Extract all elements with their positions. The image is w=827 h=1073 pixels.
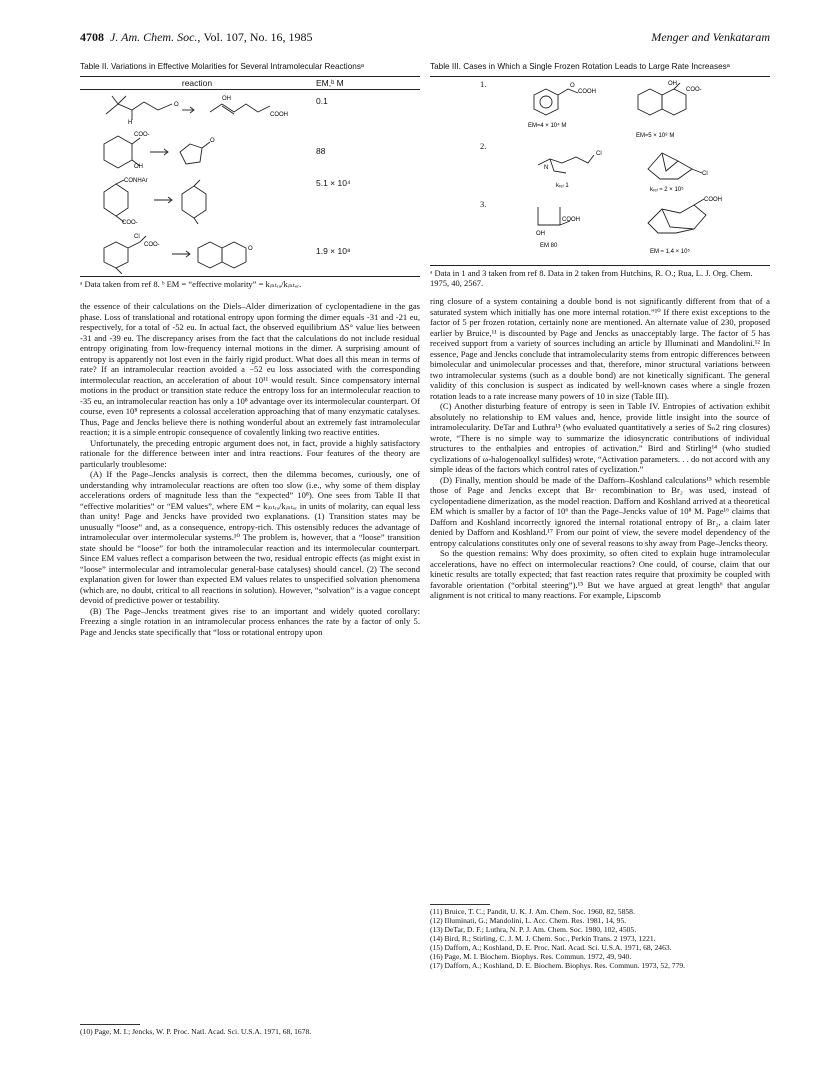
reference-item: (12) Illuminati, G.; Mandolini, L. Acc. Chem. Res. 1981, 14, 95.: [430, 916, 627, 925]
running-header-authors: Menger and Venkataram: [651, 30, 770, 44]
reaction3-structure: [82, 176, 310, 226]
table3-oh-label-3: OH: [536, 231, 545, 237]
table3-n-label: N: [544, 165, 549, 171]
page-number: 4708: [80, 30, 104, 44]
table3-cooh-label-4: COOH: [704, 197, 722, 203]
table3-cooh-label-3: COOH: [562, 217, 580, 223]
table3-oh-label: OH: [668, 81, 677, 87]
table2-em-value: 88: [316, 146, 326, 156]
table3-coo-label: COO-: [686, 87, 702, 93]
table3-em-3b: EM ≈ 1.4 × 10⁵: [650, 249, 690, 255]
right-paragraph: (D) Finally, mention should be made of the Dafforn–Koshland calculations¹⁵ which resemble those of Page and Jencks except that Br· recombination to Br₂ was used, instead of cyclopentadiene dimerization, as the model reaction. Dafforn and Koshland arrived at a theoretical EM which is smaller by a factor of 10⁶ than the Page–Jencks value of 10⁸ M. Page¹⁶ claims that Dafforn and Koshland incorrectly ignored the internal rotational entropy of Br₂, a claim later denied by Dafforn and Koshland.¹⁷ From our point of view, the severe model dependency of the entropy calculations constitutes only one of several reasons to shy away from Page–Jencks theory.: [430, 474, 770, 548]
table2-em-value: 0.1: [316, 96, 328, 106]
table2-col-reaction: reaction: [80, 77, 314, 90]
reference-item: (14) Bird, R.; Stirling, C. J. M. J. Chem. Soc., Perkin Trans. 2 1973, 1221.: [430, 934, 656, 943]
reference-item: (17) Dafforn, A.; Koshland, D. E. Biochem. Biophys. Res. Commun. 1973, 52, 779.: [430, 961, 686, 970]
left-paragraph: (B) The Page–Jencks treatment gives rise to an important and widely quoted corollary: Freezing a single rotation in an intramolecular process enhances the rate by a factor of only 5. Page and Jencks state specifically that “loss or rotational entropy upon: [80, 605, 420, 637]
table2: [80, 76, 420, 276]
table2-em-value: 5.1 × 10⁴: [316, 178, 351, 188]
left-paragraph: (A) If the Page–Jencks analysis is correct, then the dilemma becomes, curiously, one of understanding why intramolecular reactions are often too slow (i.e., why some of them display accelerations orders of magnitude less than the “expected” 10⁸). One sees from Table II that “effective molarities” or “EM values”, where EM = kᵢₙₜᵣₐ/kᵢₙₜₑᵣ in units of molarity, can equal less than unity! Page and Jencks have provided two explanations. (1) Transition states may be unusually “loose” and, as a consequence, entropy-rich. This ostensibly reduces the advantage of intramolecular over intermolecular systems.¹⁰ The problem is, however, that a “loose” transition state should be “loose” for both the intramolecular reaction and its intermolecular counterpart. Since EM values reflect a comparison between the two, residual entropic effects (as might exist in “loose” intermolecular and intramolecular general-base catalyses) should cancel. (2) The second explanation given for lower than expected EM values relates to unspecified solvation phenomena (which are, no doubt, critical to all reactions in solution). However, “solvation” is a vague concept devoid of predictive power or testability.: [80, 469, 420, 605]
table3-row-number: 2.: [480, 141, 487, 151]
reaction4-o-label: O: [248, 246, 253, 252]
table2-col-em: EM,ᵇ M: [314, 77, 420, 90]
left-reference: (10) Page, M. I.; Jencks, W. P. Proc. Natl. Acad. Sci. U.S.A. 1971, 68, 1678.: [80, 1027, 312, 1036]
left-paragraph: the essence of their calculations on the Diels–Alder dimerization of cyclopentadiene in the gas phase. Loss of translational and rotational entropy upon forming the dimer equals -31 and -21 eu, respectively, for a total of -52 eu. In actual fact, the observed equilibrium ΔS° value lies between -31 and -39 eu. The discrepancy arises from the fact that the calculations do not include residual entropy originating from low-frequency internal motions in the dimer. A surprising amount of entropy is apparently not lost even in the fairly rigid product. What does all this mean in terms of rate? If an intramolecular reaction avoided a −52 eu loss associated with the corresponding intermolecular reaction, an acceleration of about 10¹¹ would result. Since compensatory internal motions in the product or transition state reduce the entropy loss for an intermolecular reaction to -35 eu, an intramolecular reaction has only a 10⁸ advantage over its intermolecular counterpart. Of course, even 10⁸ represents a colossal acceleration approaching that of many enzymatic catalyses. Thus, Page and Jencks believe there is nothing wonderful about an extremely fast intramolecular reaction; it is a simple entropic consequence of covalently linking two reactive entities.: [80, 301, 420, 437]
reaction1-cooh-label: COOH: [270, 112, 288, 118]
table3-footnote: ᵃ Data in 1 and 3 taken from ref 8. Data in 2 taken from Hutchins, R. O.; Rua, L. J. Org. Chem. 1975, 40, 2567.: [430, 268, 753, 288]
table3-krel-2a: kᵣₑₗ 1: [556, 183, 569, 189]
table-row: [80, 90, 420, 129]
reaction3-conhar-label: CONHAr: [124, 178, 148, 184]
table3-em-3a: EM 80: [540, 243, 558, 249]
reaction4-coo-label: COO-: [144, 242, 160, 248]
reference-item: (16) Page, M. I. Biochem. Biophys. Res. Commun. 1972, 49, 940.: [430, 952, 632, 961]
reaction4-structure: [82, 228, 310, 274]
journal-name: J. Am. Chem. Soc.,: [110, 30, 201, 44]
table3: [430, 77, 770, 265]
running-header-left: [80, 30, 313, 45]
reaction2-structure: [82, 128, 310, 174]
table3-structure-2a: [526, 143, 616, 191]
right-paragraph: ring closure of a system containing a double bond is not significantly different from that of a saturated system which initially has one more internal rotation.”¹⁰ If there exist exceptions to the factor of 5 per frozen rotation, certainly none are mentioned. An alternate value of 230, proposed earlier by Bruice,¹¹ is discounted by Page and Jencks as unacceptably large. The factor of 5 has received support from a variety of sources including an article by Illuminati and Mandolini.¹² In essence, Page and Jencks conclude that intramolecularity stems from entropic differences between bimolecular and unimolecular processes and that, therefore, minor structural variations between two intramolecular systems (such as a double bond) are not kinetically significant. The general validity of this conclusion is suspect as indicated by well-known cases where a single frozen rotation leads to a rate increase many powers of 10 in size (Table III).: [430, 296, 770, 401]
table-row: [80, 128, 420, 176]
reaction1-oh-label: OH: [222, 96, 231, 102]
table3-caption: Table III. Cases in Which a Single Frozen Rotation Leads to Large Rate Increasesᵃ: [430, 62, 730, 71]
table2-em-value: 1.9 × 10⁸: [316, 246, 351, 256]
table3-cooh-label: COOH: [578, 89, 596, 95]
reaction2-oh-label: OH: [134, 164, 143, 170]
table3-cl-label: Cl: [596, 151, 602, 157]
journal-volume: Vol. 107, No. 16, 1985: [203, 30, 313, 44]
left-paragraph: Unfortunately, the preceding entropic argument does not, in fact, provide a highly satisfactory rationale for the difference between inter and intra reactions. Four features of the theory are particularly troublesome:: [80, 437, 420, 469]
table-row: [80, 228, 420, 276]
reaction1-structure: [82, 90, 310, 126]
table-row: [80, 176, 420, 228]
table3-em-1a: EM≈4 × 10⁴ M: [528, 123, 567, 129]
reaction3-coo-label: COO-: [122, 220, 138, 226]
table3-structure-2b: [630, 139, 730, 195]
table3-em-1b: EM≈5 × 10⁸ M: [636, 133, 675, 139]
table3-structure-1a: [526, 79, 616, 133]
reference-item: (13) DeTar, D. F.; Luthra, N. P. J. Am. Chem. Soc. 1980, 102, 4505.: [430, 925, 637, 934]
reaction2-o-label: O: [210, 138, 215, 144]
table3-row-number: 3.: [480, 199, 487, 209]
reference-item: (15) Dafforn, A.; Koshland, D. E. Proc. Natl. Acad. Sci. U.S.A. 1971, 68, 2463.: [430, 943, 672, 952]
table3-krel-2b: kᵣₑₗ ≈ 2 × 10⁵: [650, 187, 684, 193]
table3-row-number: 1.: [480, 79, 487, 89]
right-paragraph: (C) Another disturbing feature of entropy is seen in Table IV. Entropies of activation exhibit absolutely no relationship to EM values and, hence, provide little insight into the source of intramolecularity. DeTar and Luthra¹³ (who evaluated quantitatively a series of Sₙ2 ring closures) wrote, “There is no simple way to summarize the idiosyncratic contributions of individual structures to the enthalpies and entropies of activation.” Bird and Stirling¹⁴ (who studied cyclizations of ω-halogenoalkyl sulfides) wrote, “Activation parameters. . . do not accord with any simple ideas of the factors which control rates of cyclization.”: [430, 401, 770, 474]
reaction2-cooh-label: COO-: [134, 132, 150, 138]
table3-structure-3a: [530, 195, 620, 251]
reaction4-cl-label: Cl: [134, 234, 140, 240]
reference-item: (11) Bruice, T. C.; Pandit, U. K. J. Am. Chem. Soc. 1960, 82, 5858.: [430, 907, 635, 916]
table3-cl-label-2: Cl: [702, 171, 708, 177]
right-references: [430, 907, 770, 970]
reaction1-h-label: H: [128, 120, 133, 126]
reaction1-o-label: O: [174, 102, 179, 108]
right-paragraph: So the question remains: Why does proximity, so often cited to explain huge intramolecular accelerations, have no effect on intermolecular reactions? One could, of course, claim that our kinetic results are totally expected; that fast reaction rates require that proximity be coupled with favorable orientation (“orbital steering”).¹⁵ But we have argued at great length⁶ that angular alignment is not critical to many reactions. For example, Lipscomb: [430, 548, 770, 600]
table3-structure-3b: [630, 193, 740, 259]
table2-footnote: ᵃ Data taken from ref 8. ᵇ EM = “effective molarity” = kᵢₙₜᵣₐ/kᵢₙₜₑᵣ.: [80, 279, 302, 289]
right-column: [430, 62, 770, 970]
table2-caption: Table II. Variations in Effective Molarities for Several Intramolecular Reactionsᵃ: [80, 62, 364, 71]
left-column: [80, 62, 420, 1036]
table3-o-label: O: [570, 83, 575, 89]
table3-structure-1b: [630, 79, 730, 141]
